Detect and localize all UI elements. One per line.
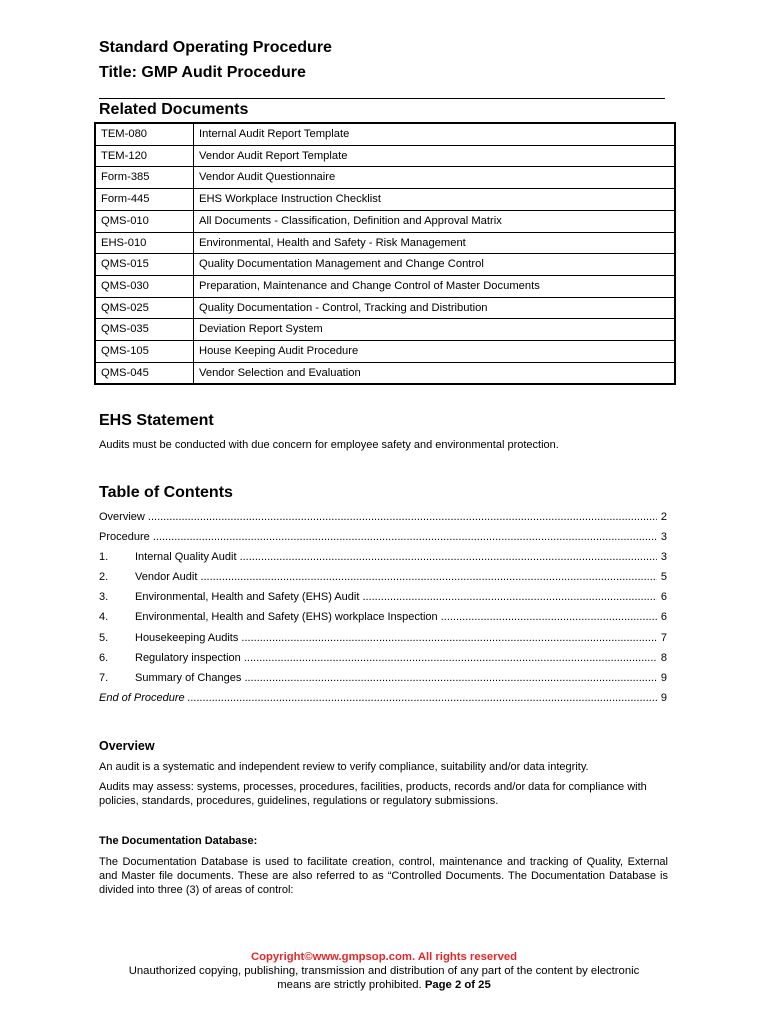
document-title-cell: Vendor Audit Report Template (194, 145, 676, 167)
toc-entry-number: 7. (99, 671, 109, 684)
documentation-database-heading: The Documentation Database: (99, 835, 258, 847)
toc-heading: Table of Contents (99, 484, 233, 501)
document-code-cell: QMS-015 (95, 254, 194, 276)
table-row (95, 189, 675, 211)
toc-entry-number: 2. (99, 571, 109, 584)
page-number: Page 2 of 25 (424, 979, 491, 991)
document-title-cell: All Documents - Classification, Definition and Approval Matrix (194, 210, 676, 232)
toc-entry-label: Overview ..... (99, 510, 657, 524)
table-row (95, 210, 675, 232)
footer-notice-line-2 (0, 978, 768, 992)
document-code-cell: QMS-025 (95, 297, 194, 319)
header-rule (99, 98, 665, 99)
toc-entry-label: Environmental, Health and Safety (EHS) workplace Inspection ..... (135, 610, 657, 624)
toc-entry-label: End of Procedure ..... (99, 691, 657, 705)
table-row (95, 341, 675, 363)
toc-entry-page: 7 (660, 631, 667, 644)
document-code-cell: Form-445 (95, 189, 194, 211)
document-title-cell: House Keeping Audit Procedure (194, 341, 676, 363)
toc-entry[interactable] (99, 570, 667, 590)
toc-entry-label: Regulatory inspection ..... (135, 651, 657, 665)
document-title-cell: Vendor Selection and Evaluation (194, 362, 676, 384)
document-title-cell: Quality Documentation - Control, Tracking and Distribution (194, 297, 676, 319)
toc-entry-label: Summary of Changes ..... (135, 671, 657, 685)
table-row (95, 254, 675, 276)
document-code-cell: TEM-080 (95, 123, 194, 145)
ehs-statement-text: Audits must be conducted with due concern for employee safety and environmental protection. (99, 439, 559, 451)
table-row (95, 297, 675, 319)
document-title-cell: Environmental, Health and Safety - Risk Management (194, 232, 676, 254)
toc-entry[interactable] (99, 510, 667, 530)
table-row (95, 145, 675, 167)
related-documents-heading: Related Documents (99, 101, 249, 118)
document-code-cell: Form-385 (95, 167, 194, 189)
table-row (95, 275, 675, 297)
document-code-cell: TEM-120 (95, 145, 194, 167)
table-row (95, 362, 675, 384)
toc-entry-page: 6 (660, 611, 667, 624)
overview-heading: Overview (99, 739, 155, 753)
overview-paragraph-1: An audit is a systematic and independent review to verify compliance, suitability and/or data integrity. (99, 761, 589, 773)
document-code-cell: QMS-035 (95, 319, 194, 341)
toc-entry-number: 3. (99, 591, 109, 604)
ehs-heading: EHS Statement (99, 412, 214, 429)
toc-entry-page: 2 (660, 511, 667, 523)
toc-entry[interactable] (99, 631, 667, 651)
toc-entry[interactable] (99, 671, 667, 691)
toc-entry-page: 9 (660, 691, 667, 704)
document-code-cell: QMS-010 (95, 210, 194, 232)
header-sop-label: Standard Operating Procedure (99, 39, 332, 56)
page-footer (0, 950, 768, 992)
document-code-cell: QMS-045 (95, 362, 194, 384)
document-code-cell: QMS-105 (95, 341, 194, 363)
document-title-cell: EHS Workplace Instruction Checklist (194, 189, 676, 211)
copyright-notice: Copyright©www.gmpsop.com. All rights reserved (250, 951, 518, 963)
document-title-cell: Preparation, Maintenance and Change Control of Master Documents (194, 275, 676, 297)
toc-entry[interactable] (99, 610, 667, 630)
document-title-cell: Quality Documentation Management and Change Control (194, 254, 676, 276)
toc-entry[interactable] (99, 550, 667, 570)
document-title-cell: Vendor Audit Questionnaire (194, 167, 676, 189)
toc-entry-page: 3 (660, 551, 667, 564)
toc-entry-page: 5 (660, 571, 667, 584)
table-of-contents (99, 510, 667, 711)
document-code-cell: QMS-030 (95, 275, 194, 297)
toc-entry-page: 9 (660, 671, 667, 684)
overview-paragraph-2: Audits may assess: systems, processes, procedures, facilities, products, records and/or data for compliance with policies, standards, procedures, guidelines, regulations or regulatory submissions. (99, 781, 647, 807)
toc-entry[interactable] (99, 590, 667, 610)
toc-entry[interactable] (99, 651, 667, 671)
table-row (95, 319, 675, 341)
table-row (95, 167, 675, 189)
toc-entry-page: 3 (660, 531, 667, 544)
toc-entry-label: Procedure ..... (99, 530, 657, 544)
toc-entry-label: Vendor Audit ..... (135, 570, 657, 584)
header-title: Title: GMP Audit Procedure (99, 64, 306, 81)
toc-entry[interactable] (99, 691, 667, 711)
toc-entry-number: 4. (99, 611, 109, 624)
toc-entry[interactable] (99, 530, 667, 550)
footer-notice-text: means are strictly prohibited. (277, 979, 422, 991)
document-code-cell: EHS-010 (95, 232, 194, 254)
toc-entry-label: Housekeeping Audits ..... (135, 631, 657, 645)
toc-entry-number: 1. (99, 551, 109, 564)
table-row (95, 232, 675, 254)
document-title-cell: Internal Audit Report Template (194, 123, 676, 145)
toc-entry-page: 8 (660, 651, 667, 664)
document-title-cell: Deviation Report System (194, 319, 676, 341)
toc-entry-label: Internal Quality Audit ..... (135, 550, 657, 564)
toc-entry-number: 6. (99, 651, 109, 664)
toc-entry-page: 6 (660, 591, 667, 604)
table-row (95, 123, 675, 145)
documentation-database-paragraph: The Documentation Database is used to facilitate creation, control, maintenance and tracking of Quality, External and Master file documents. These are also referred to as “Controlled Documents. The Documentation Database is divided into three (3) of areas of control: (99, 856, 668, 896)
footer-notice-line-1: Unauthorized copying, publishing, transmission and distribution of any part of the content by electronic (128, 965, 640, 977)
related-documents-table (94, 122, 676, 385)
toc-entry-label: Environmental, Health and Safety (EHS) Audit ..... (135, 590, 657, 604)
toc-entry-number: 5. (99, 631, 109, 644)
